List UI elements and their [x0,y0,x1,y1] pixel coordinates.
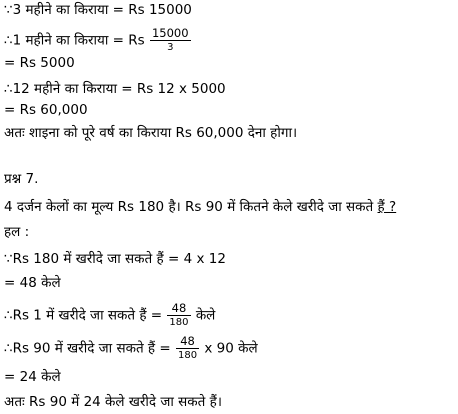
bananas-rs-1-suffix: केले [195,307,216,324]
rent-fraction [150,27,191,54]
rent-fraction-denominator: 3 [167,42,174,53]
rent-fraction-numerator: 15000 [151,26,189,40]
bananas-rs-1-line [4,302,215,329]
question-label: प्रश्न 7. [4,171,39,187]
bananas-24-line: = 24 केले [4,369,61,385]
bananas-rs-90-suffix: x 90 केले [204,340,258,357]
bananas-rs-1-text: ∴Rs 1 में खरीदे जा सकते हैं = [4,307,163,324]
rent-1-month-text: ∴1 महीने का किराया = Rs [4,32,145,49]
rent-12-months-result: = Rs 60,000 [4,102,88,118]
question-text: 4 दर्जन केलों का मूल्य Rs 180 है। Rs 90 में कितने केले खरीदे जा सकते [4,199,374,215]
bananas-48-line: = 48 केले [4,275,61,291]
rent-conclusion: अतः शाइना को पूरे वर्ष का किराया Rs 60,000 देना होगा। [4,125,298,141]
rent-1-month-result: = Rs 5000 [4,55,75,71]
bananas-rs-1-denominator: 180 [169,317,189,328]
bananas-rs-90-line [4,335,258,362]
bananas-rs-90-text: ∴Rs 90 में खरीदे जा सकते हैं = [4,340,171,357]
rent-12-months-line: ∴12 महीने का किराया = Rs 12 x 5000 [4,81,226,97]
solution-heading: हल : [4,224,30,240]
bananas-rs-90-numerator: 48 [176,335,199,349]
bananas-rs-1-numerator: 48 [167,302,190,316]
question-text-end: हैं ? [377,199,397,215]
rent-1-month-line [4,27,192,54]
bananas-rs-180-line: ∵Rs 180 में खरीदे जा सकते हैं = 4 x 12 [4,251,226,267]
question-text-line [4,198,396,216]
bananas-conclusion: अतः Rs 90 में 24 केले खरीदे जा सकते हैं। [4,394,222,410]
bananas-rs-90-fraction [176,335,199,362]
bananas-rs-1-fraction [167,302,190,329]
solution-page [4,0,456,414]
rent-3-months-line: ∵3 महीने का किराया = Rs 15000 [4,2,192,18]
bananas-rs-90-denominator: 180 [178,350,198,361]
